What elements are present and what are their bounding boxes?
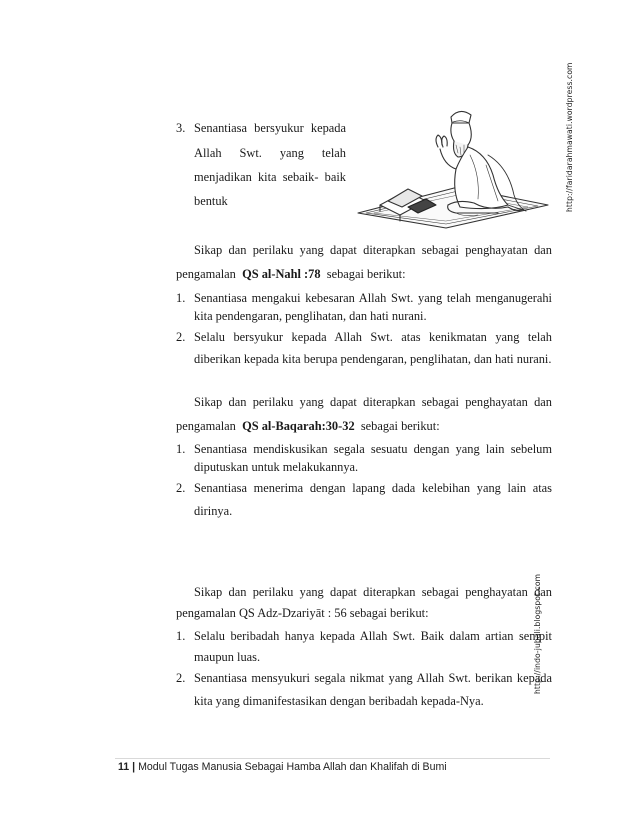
praying-man-illustration [348, 95, 558, 230]
dzariyat-item-2-line-1: Senantiasa mensyukuri segala nikmat yang Allah Swt. berikan kepada [194, 671, 552, 685]
nahl-intro-suffix: sebagai berikut: [326, 267, 406, 281]
baqarah-item-2-line-2: dirinya. [194, 504, 233, 518]
item-3-number: 3. [176, 121, 186, 135]
dzariyat-item-1-line-2: maupun luas. [194, 650, 261, 664]
baqarah-item-1-number: 1. [176, 442, 186, 456]
footer-divider [115, 758, 550, 759]
dzariyat-item-2-line-2: kita yang dimanifestasikan dengan beribadah kepada-Nya. [194, 694, 484, 708]
nahl-item-1-line-2: kita pendengaran, penglihatan, dan hati nurani. [194, 309, 427, 323]
baqarah-intro-line-1: Sikap dan perilaku yang dapat diterapkan sebagai penghayatan dan [194, 395, 552, 409]
nahl-reference: QS al-Nahl :78 [242, 267, 321, 281]
dzariyat-intro-line-1: Sikap dan perilaku yang dapat diterapkan sebagai penghayatan dan [194, 585, 552, 599]
dzariyat-item-2-number: 2. [176, 671, 186, 685]
dzariyat-intro-line-2: pengamalan QS Adz-Dzariyāt : 56 sebagai berikut: [176, 606, 429, 620]
item-3-line-4: bentuk [194, 194, 228, 208]
watermark-middle-right[interactable]: http://indo-jubali.blogspot.com [533, 573, 542, 694]
baqarah-intro-prefix: pengamalan [176, 419, 236, 433]
nahl-item-2-number: 2. [176, 330, 186, 344]
page-number: 11 [118, 761, 130, 773]
dzariyat-item-1-line-1: Selalu beribadah hanya kepada Allah Swt. Baik dalam artian sempit [194, 629, 552, 643]
nahl-intro-line-2 [176, 267, 406, 282]
footer-title: Modul Tugas Manusia Sebagai Hamba Allah dan Khalifah di Bumi [138, 761, 447, 773]
baqarah-item-2-line-1: Senantiasa menerima dengan lapang dada kelebihan yang lain atas [194, 481, 552, 495]
item-3-line-3: menjadikan kita sebaik- baik [194, 170, 346, 184]
nahl-intro-line-1: Sikap dan perilaku yang dapat diterapkan sebagai penghayatan dan [194, 243, 552, 257]
baqarah-intro-line-2 [176, 419, 440, 434]
footer-separator: | [132, 761, 136, 773]
nahl-intro-prefix: pengamalan [176, 267, 236, 281]
baqarah-item-1-line-2: diputuskan untuk melakukannya. [194, 460, 359, 474]
baqarah-reference: QS al-Baqarah:30-32 [242, 419, 355, 433]
nahl-item-2-line-1: Selalu bersyukur kepada Allah Swt. atas kenikmatan yang telah [194, 330, 552, 344]
nahl-item-2-line-2: diberikan kepada kita berupa pendengaran, penglihatan, dan hati nurani. [194, 352, 552, 366]
watermark-top-right[interactable]: http://faridarahmawati.wordpress.com [565, 62, 574, 212]
dzariyat-item-1-number: 1. [176, 629, 186, 643]
item-3-line-2: Allah Swt. yang telah [194, 146, 346, 160]
baqarah-item-1-line-1: Senantiasa mendiskusikan segala sesuatu dengan yang lain sebelum [194, 442, 552, 456]
baqarah-item-2-number: 2. [176, 481, 186, 495]
item-3-line-1: Senantiasa bersyukur kepada [194, 121, 346, 135]
nahl-item-1-line-1: Senantiasa mengakui kebesaran Allah Swt. yang telah menganugerahi [194, 291, 552, 305]
baqarah-intro-suffix: sebagai berikut: [360, 419, 440, 433]
page-footer [118, 761, 447, 773]
nahl-item-1-number: 1. [176, 291, 186, 305]
